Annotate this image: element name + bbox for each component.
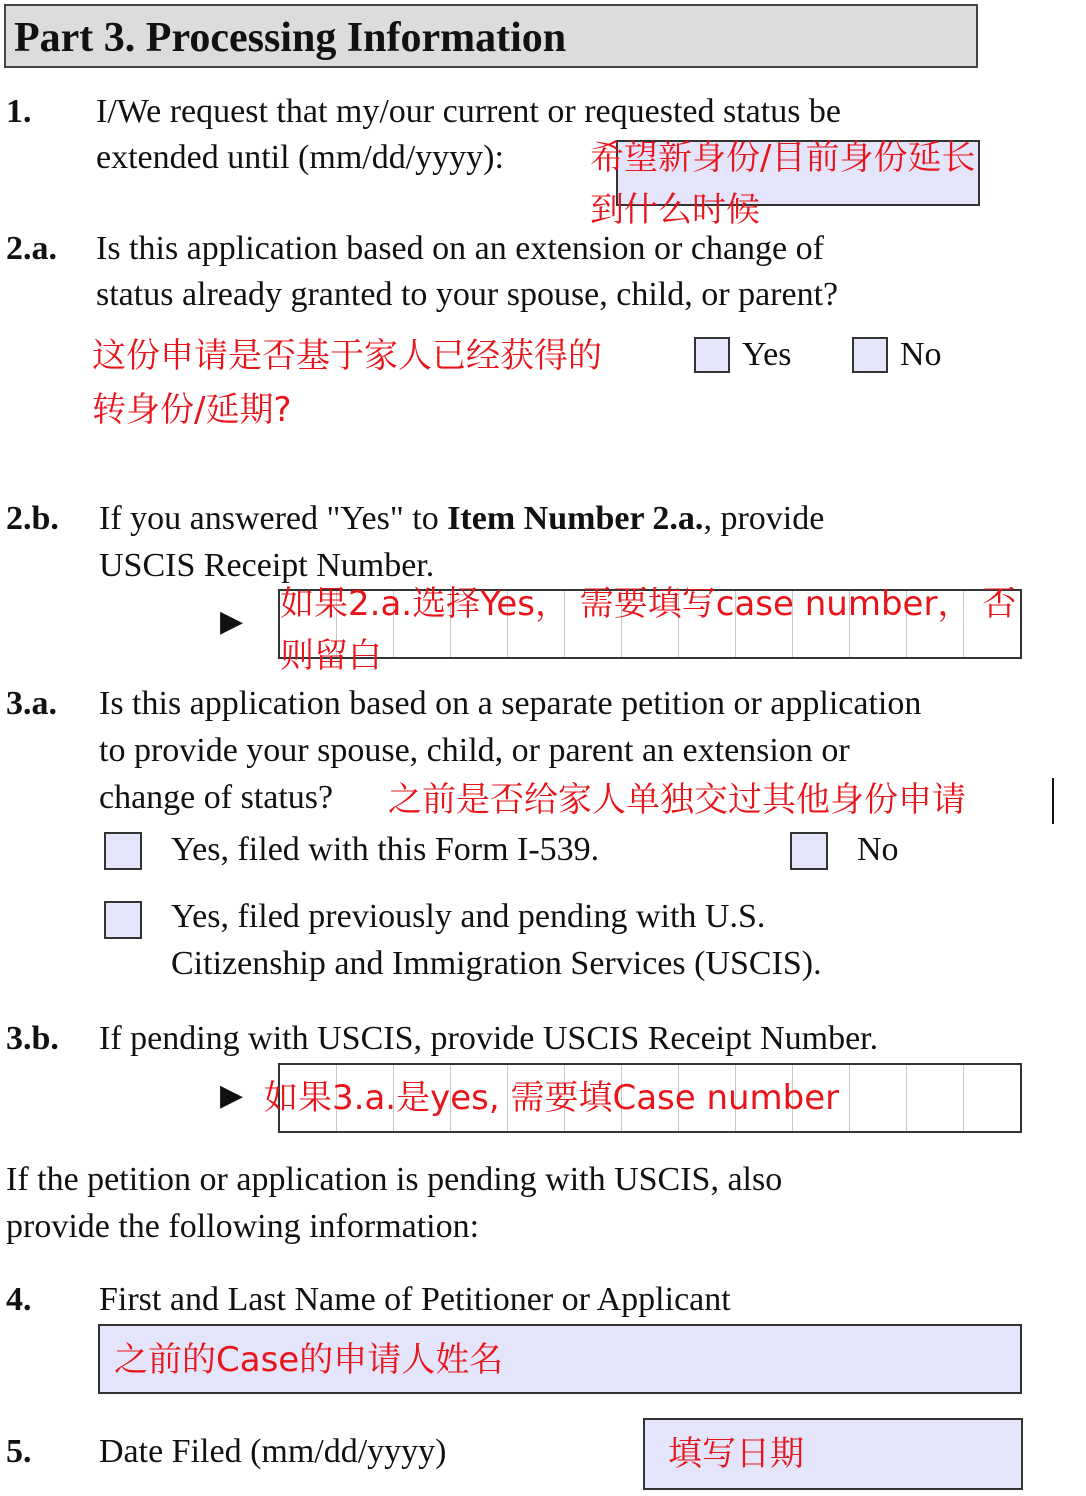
- item-2a-no-checkbox[interactable]: [852, 337, 888, 373]
- item-2a-number: 2.a.: [6, 230, 57, 267]
- item-3a-annotation: 之前是否给家人单独交过其他身份申请: [388, 780, 966, 820]
- item-2b-number: 2.b.: [6, 500, 59, 537]
- item-3a-yes-pending-line2: Citizenship and Immigration Services (USCIS).: [171, 945, 822, 982]
- item-2b-line2: USCIS Receipt Number.: [99, 547, 435, 584]
- pending-info-line2: provide the following information:: [6, 1208, 480, 1245]
- item-2b-annotation-line1: 如果2.a.选择Yes， 需要填写case number， 否: [280, 584, 1017, 624]
- item-2a-annotation-line2: 转身份/延期?: [92, 390, 292, 430]
- item-1-annotation-line1: 希望新身份/目前身份延长: [590, 138, 976, 178]
- item-3a-line3: change of status?: [99, 779, 334, 816]
- item-3b-arrow-icon: ▶: [220, 1078, 244, 1113]
- item-4-label: First and Last Name of Petitioner or Applicant: [99, 1281, 731, 1318]
- item-2b-annotation-line2: 则留白: [280, 636, 382, 676]
- item-3b-annotation: 如果3.a.是yes, 需要填Case number: [264, 1078, 840, 1118]
- section-title: Part 3. Processing Information: [14, 15, 567, 61]
- pending-info-line1: If the petition or application is pending with USCIS, also: [6, 1161, 783, 1198]
- item-1-annotation-line2: 到什么时候: [590, 190, 760, 230]
- item-4-number: 4.: [6, 1281, 32, 1318]
- item-2a-line2: status already granted to your spouse, child, or parent?: [96, 276, 839, 313]
- item-3a-yes-pending-line1: Yes, filed previously and pending with U.S.: [171, 898, 766, 935]
- item-3a-no-label: No: [857, 831, 899, 868]
- item-3a-yes-this-form-label: Yes, filed with this Form I-539.: [171, 831, 600, 868]
- item-2a-no-label: No: [900, 336, 942, 373]
- text-cursor: [1052, 778, 1054, 824]
- item-5-label: Date Filed (mm/dd/yyyy): [99, 1433, 447, 1470]
- item-3a-number: 3.a.: [6, 685, 57, 722]
- item-3a-no-checkbox[interactable]: [790, 832, 828, 870]
- item-2a-yes-checkbox[interactable]: [694, 337, 730, 373]
- section-header: [4, 4, 978, 68]
- item-3a-line1: Is this application based on a separate petition or application: [99, 685, 922, 722]
- item-4-annotation: 之前的Case的申请人姓名: [114, 1340, 504, 1380]
- item-5-annotation: 填写日期: [668, 1434, 804, 1474]
- item-2a-annotation-line1: 这份申请是否基于家人已经获得的: [92, 336, 602, 376]
- item-3a-yes-pending-checkbox[interactable]: [104, 901, 142, 939]
- item-1-line1: I/We request that my/our current or requested status be: [96, 93, 842, 130]
- item-2a-line1: Is this application based on an extension or change of: [96, 230, 824, 267]
- item-1-number: 1.: [6, 93, 32, 130]
- item-3b-line1: If pending with USCIS, provide USCIS Receipt Number.: [99, 1020, 879, 1057]
- item-1-line2: extended until (mm/dd/yyyy):: [96, 139, 504, 176]
- item-3b-number: 3.b.: [6, 1020, 59, 1057]
- item-2b-arrow-icon: ▶: [220, 604, 244, 639]
- item-2b-line1: If you answered "Yes" to Item Number 2.a., provide: [99, 500, 825, 537]
- item-3a-line2: to provide your spouse, child, or parent an extension or: [99, 732, 850, 769]
- item-2a-yes-label: Yes: [742, 336, 792, 373]
- item-5-number: 5.: [6, 1433, 32, 1470]
- item-3a-yes-this-form-checkbox[interactable]: [104, 832, 142, 870]
